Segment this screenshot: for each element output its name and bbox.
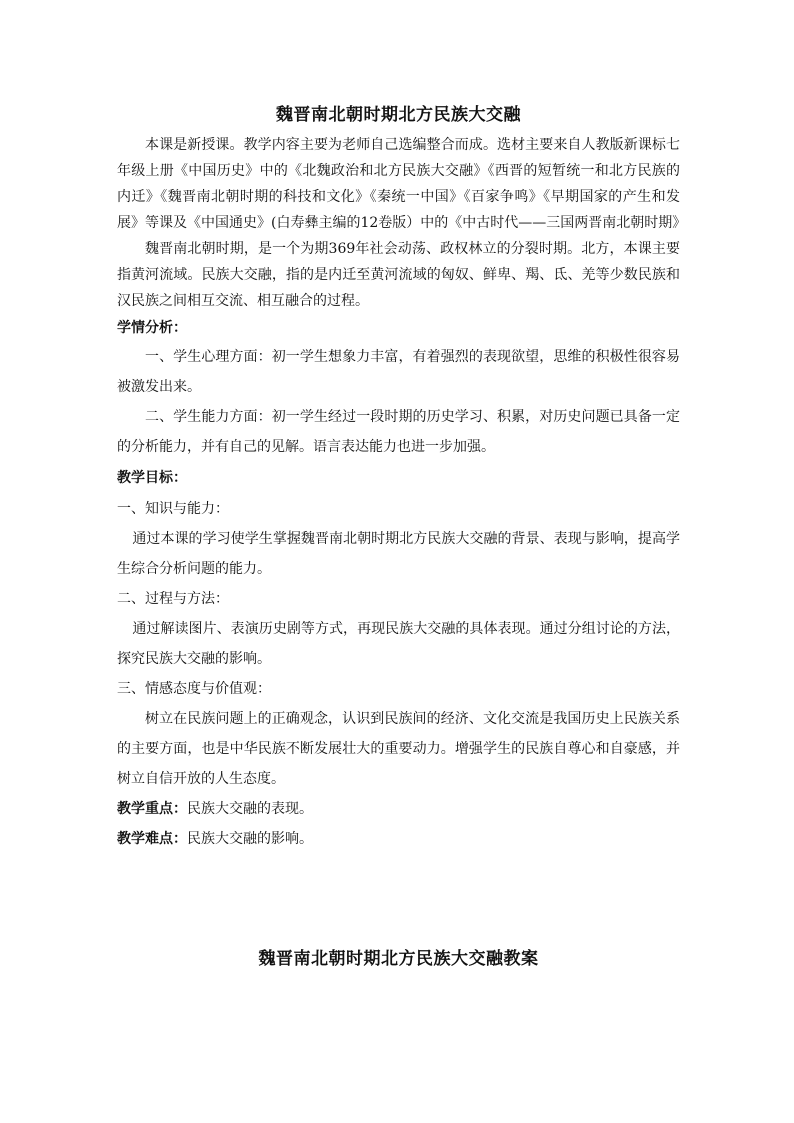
key-point [117, 794, 680, 824]
intro-paragraph-2: 魏晋南北朝时期，是一个为期369年社会动荡、政权林立的分裂时期。北方，本课主要指黄河流域。民族大交融，指的是内迁至黄河流域的匈奴、鲜卑、羯、氐、羌等少数民族和汉民族之间相互交流、相互融合的过程。 [117, 241, 680, 309]
difficult-point [117, 824, 680, 854]
goal-values-title: 三、情感态度与价值观： [117, 681, 271, 697]
goal-process-text: 通过解读图片、表演历史剧等方式，再现民族大交融的具体表现。通过分组讨论的方法，探究民族大交融的影响。 [117, 621, 680, 667]
teaching-goals-heading: 教学目标： [117, 470, 187, 486]
difficult-point-label: 教学难点： [117, 831, 187, 847]
student-analysis-item-2: 二、学生能力方面：初一学生经过一段时期的历史学习、积累，对历史问题已具备一定的分析能力，并有自己的见解。语言表达能力也进一步加强。 [117, 409, 680, 455]
goal-knowledge-title: 一、知识与能力： [117, 501, 229, 517]
key-point-text: 民族大交融的表现。 [187, 801, 313, 817]
student-analysis-heading: 学情分析： [117, 320, 187, 336]
intro-paragraph-1: 本课是新授课。教学内容主要为老师自己选编整合而成。选材主要来自人教版新课标七年级上册《中国历史》中的《北魏政治和北方民族大交融》《西晋的短暂统一和北方民族的内迁》《魏晋南北朝时期的科技和文化》《秦统一中国》《百家争鸣》《早期国家的产生和发展》等课及《中国通史》(白寿彝主编的12卷版）中的《中古时代——三国两晋南北朝时期》 [117, 137, 687, 231]
goal-process-title: 二、过程与方法： [117, 591, 229, 607]
student-analysis-item-1: 一、学生心理方面：初一学生想象力丰富，有着强烈的表现欲望，思维的积极性很容易被激发出来。 [117, 349, 680, 395]
document-body [117, 100, 687, 854]
difficult-point-text: 民族大交融的影响。 [187, 831, 313, 847]
goal-values-text: 树立在民族问题上的正确观念，认识到民族间的经济、文化交流是我国历史上民族关系的主要方面，也是中华民族不断发展壮大的重要动力。增强学生的民族自尊心和自豪感，并树立自信开放的人生态度。 [117, 711, 680, 787]
key-point-label: 教学重点： [117, 801, 187, 817]
goal-knowledge-text: 通过本课的学习使学生掌握魏晋南北朝时期北方民族大交融的背景、表现与影响，提高学生综合分析问题的能力。 [117, 531, 680, 577]
footer-title: 魏晋南北朝时期北方民族大交融教案 [258, 949, 539, 969]
document-title: 魏晋南北朝时期北方民族大交融 [276, 105, 521, 125]
